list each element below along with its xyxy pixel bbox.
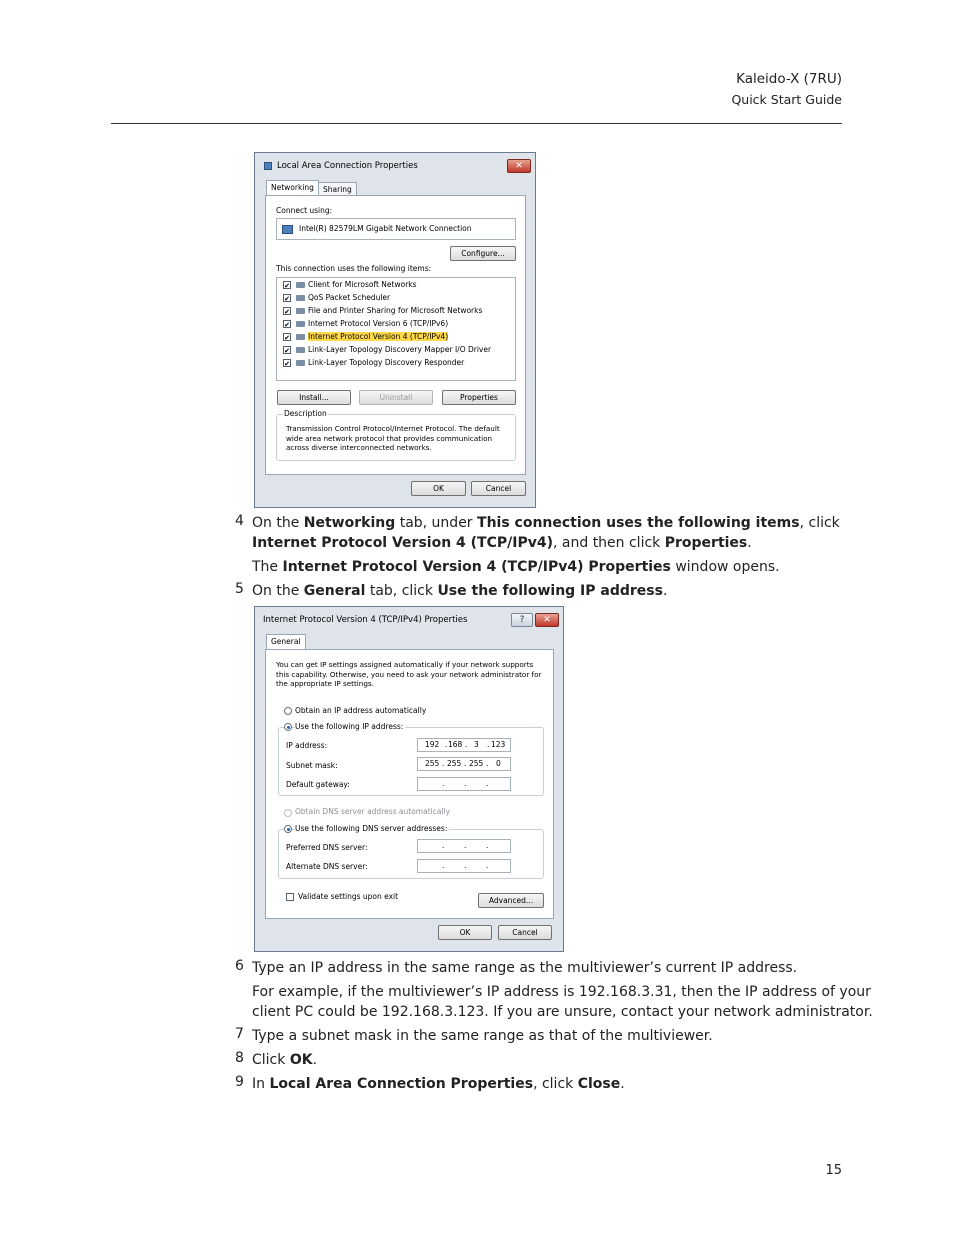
mask-dot: .: [464, 759, 467, 768]
dialog-titlebar: [255, 153, 535, 177]
item-checkbox[interactable]: ✔: [284, 321, 290, 329]
step-number: 8: [235, 1050, 244, 1066]
connect-using-label: Connect using:: [276, 206, 333, 215]
ui-term: Properties: [664, 535, 748, 551]
description-group: [276, 409, 516, 461]
list-item[interactable]: QoS Packet Scheduler: [308, 293, 391, 302]
list-item[interactable]: File and Printer Sharing for Microsoft Networks: [308, 306, 483, 315]
items-list: [276, 277, 516, 381]
tab-general[interactable]: General: [266, 634, 306, 649]
step-text: Type an IP address in the same range as the multiviewer’s current IP address.: [252, 960, 798, 976]
network-icon: [264, 162, 272, 170]
step-number: 9: [235, 1074, 244, 1090]
tab-sharing[interactable]: Sharing: [318, 182, 357, 195]
item-checkbox[interactable]: ✔: [284, 360, 290, 368]
dns-dot: .: [442, 861, 445, 870]
install-button[interactable]: Install...: [277, 390, 351, 405]
ip-octet: 3: [474, 740, 479, 749]
header-rule: [111, 123, 842, 124]
advanced-button[interactable]: Advanced...: [478, 893, 544, 908]
step-text: [252, 1050, 852, 1070]
text: .: [312, 1052, 318, 1068]
validate-label[interactable]: Validate settings upon exit: [298, 892, 399, 901]
dns-dot: .: [464, 861, 467, 870]
protocol-icon: [296, 347, 305, 353]
validate-checkbox[interactable]: [286, 893, 294, 901]
alternate-dns-field[interactable]: [417, 859, 511, 873]
text: .: [620, 1076, 625, 1092]
list-item[interactable]: Link-Layer Topology Discovery Mapper I/O Driver: [308, 345, 492, 354]
text: Click: [252, 1052, 290, 1068]
text: .: [747, 535, 752, 551]
properties-button[interactable]: Properties: [442, 390, 516, 405]
close-button[interactable]: ✕: [507, 159, 531, 173]
document-title: Kaleido-X (7RU): [736, 71, 842, 87]
cancel-button[interactable]: Cancel: [498, 925, 552, 940]
mask-dot: .: [486, 759, 489, 768]
adapter-name: Intel(R) 82579LM Gigabit Network Connection: [299, 224, 472, 233]
dialog-title: Internet Protocol Version 4 (TCP/IPv4) Properties: [263, 615, 468, 625]
obtain-dns-label[interactable]: Obtain DNS server address automatically: [295, 807, 451, 816]
cancel-button[interactable]: Cancel: [471, 481, 526, 496]
text: tab, under: [395, 515, 478, 531]
ui-term: Local Area Connection Properties: [269, 1076, 534, 1092]
adapter-icon: [282, 225, 293, 234]
text: On the: [252, 515, 304, 531]
ipv4-properties-dialog: [254, 606, 564, 952]
ui-term: Use the following IP address: [437, 583, 663, 599]
step-note: [252, 557, 852, 577]
text: window opens.: [670, 559, 780, 575]
text: , click: [533, 1076, 578, 1092]
description-label: Description: [284, 409, 327, 418]
items-label: This connection uses the following items:: [276, 264, 432, 273]
use-dns-label[interactable]: Use the following DNS server addresses:: [295, 824, 448, 833]
text: , and then click: [553, 535, 665, 551]
mask-dot: .: [442, 759, 445, 768]
protocol-icon: [296, 334, 305, 340]
description-text: Transmission Control Protocol/Internet Protocol. The default wide area network protocol that provides communication across diverse interconnected networks.: [286, 424, 500, 452]
dialog-title: Local Area Connection Properties: [277, 161, 418, 171]
step-text: [252, 513, 852, 553]
dns-dot: .: [486, 841, 489, 850]
adapter-field: [276, 218, 516, 240]
step-number: 6: [235, 958, 244, 974]
subnet-mask-label: Subnet mask:: [286, 761, 338, 770]
step-number: 7: [235, 1026, 244, 1042]
ui-term: OK: [289, 1052, 313, 1068]
text: , click: [799, 515, 840, 531]
use-dns-radio[interactable]: [284, 825, 292, 833]
step-text: [252, 1074, 852, 1094]
mask-octet: 255: [469, 759, 484, 768]
ip-address-field[interactable]: [417, 738, 511, 752]
networking-panel: [265, 195, 526, 475]
ip-dot: .: [465, 740, 468, 749]
gateway-dot: .: [486, 779, 489, 788]
document-subtitle: Quick Start Guide: [731, 92, 842, 107]
dns-dot: .: [464, 841, 467, 850]
use-ip-label[interactable]: Use the following IP address:: [295, 722, 404, 731]
tab-networking[interactable]: Networking: [266, 180, 319, 195]
obtain-ip-radio[interactable]: [284, 707, 292, 715]
service-icon: [296, 295, 305, 301]
subnet-mask-field[interactable]: [417, 757, 511, 771]
page-number: 15: [825, 1163, 842, 1178]
obtain-ip-label[interactable]: Obtain an IP address automatically: [295, 706, 427, 715]
item-checkbox[interactable]: ✔: [284, 295, 290, 303]
step-text: Type a subnet mask in the same range as that of the multiviewer.: [252, 1028, 713, 1044]
list-item[interactable]: Internet Protocol Version 6 (TCP/IPv6): [308, 319, 449, 328]
alternate-dns-label: Alternate DNS server:: [286, 862, 368, 871]
gateway-dot: .: [442, 779, 445, 788]
dialog-titlebar: [255, 607, 563, 631]
text: The: [252, 559, 283, 575]
text: On the: [252, 583, 304, 599]
mask-octet: 255: [447, 759, 462, 768]
note-line: For example, if the multiviewer’s IP address is 192.168.3.31, then the IP address of your: [252, 984, 871, 1000]
ip-octet: 192: [425, 740, 440, 749]
ui-term: Internet Protocol Version 4 (TCP/IPv4) Properties: [282, 559, 671, 575]
item-checkbox[interactable]: ✔: [284, 308, 290, 316]
close-button[interactable]: ✕: [535, 613, 559, 627]
general-panel: [265, 649, 554, 919]
step-text: [252, 581, 852, 601]
client-icon: [296, 282, 305, 288]
list-item[interactable]: Link-Layer Topology Discovery Responder: [308, 358, 465, 367]
text: .: [662, 583, 668, 599]
step-note: [252, 982, 873, 1022]
preferred-dns-label: Preferred DNS server:: [286, 843, 368, 852]
list-item-selected[interactable]: Internet Protocol Version 4 (TCP/IPv4): [308, 332, 449, 341]
list-item[interactable]: Client for Microsoft Networks: [308, 280, 417, 289]
local-area-connection-dialog: [254, 152, 536, 508]
ui-term: This connection uses the following items: [477, 515, 800, 531]
ui-term: Internet Protocol Version 4 (TCP/IPv4): [252, 535, 553, 551]
step-number: 5: [235, 581, 244, 597]
ip-address-label: IP address:: [286, 741, 328, 750]
mask-octet: 0: [496, 759, 501, 768]
uninstall-button[interactable]: Uninstall: [359, 390, 433, 405]
item-checkbox[interactable]: ✔: [284, 282, 290, 290]
preferred-dns-field[interactable]: [417, 839, 511, 853]
protocol-icon: [296, 321, 305, 327]
note-line: client PC could be 192.168.3.123. If you are unsure, contact your network administrator.: [252, 1004, 873, 1020]
item-checkbox[interactable]: ✔: [284, 347, 290, 355]
help-button[interactable]: ?: [511, 613, 533, 627]
obtain-dns-radio[interactable]: [284, 809, 292, 817]
ok-button[interactable]: OK: [411, 481, 466, 496]
default-gateway-field[interactable]: [417, 777, 511, 791]
ip-dot: .: [487, 740, 490, 749]
service-icon: [296, 308, 305, 314]
ip-octet: 123: [491, 740, 506, 749]
item-checkbox[interactable]: ✔: [284, 334, 290, 342]
ip-octet: 168: [448, 740, 463, 749]
intro-text: You can get IP settings assigned automatically if your network supports this capability. Otherwise, you need to ask your network administrator for the appropriate IP settings.: [276, 660, 542, 688]
ui-term: Networking: [303, 515, 396, 531]
configure-button[interactable]: Configure...: [450, 246, 516, 261]
ip-dot: .: [445, 740, 448, 749]
mask-octet: 255: [425, 759, 440, 768]
gateway-dot: .: [464, 779, 467, 788]
text: In: [252, 1076, 270, 1092]
ui-term: Close: [577, 1076, 621, 1092]
ok-button[interactable]: OK: [438, 925, 492, 940]
step-number: 4: [235, 513, 244, 529]
default-gateway-label: Default gateway:: [286, 780, 350, 789]
ui-term: General: [303, 583, 366, 599]
dns-dot: .: [486, 861, 489, 870]
dns-dot: .: [442, 841, 445, 850]
text: tab, click: [365, 583, 438, 599]
use-ip-radio[interactable]: [284, 723, 292, 731]
protocol-icon: [296, 360, 305, 366]
